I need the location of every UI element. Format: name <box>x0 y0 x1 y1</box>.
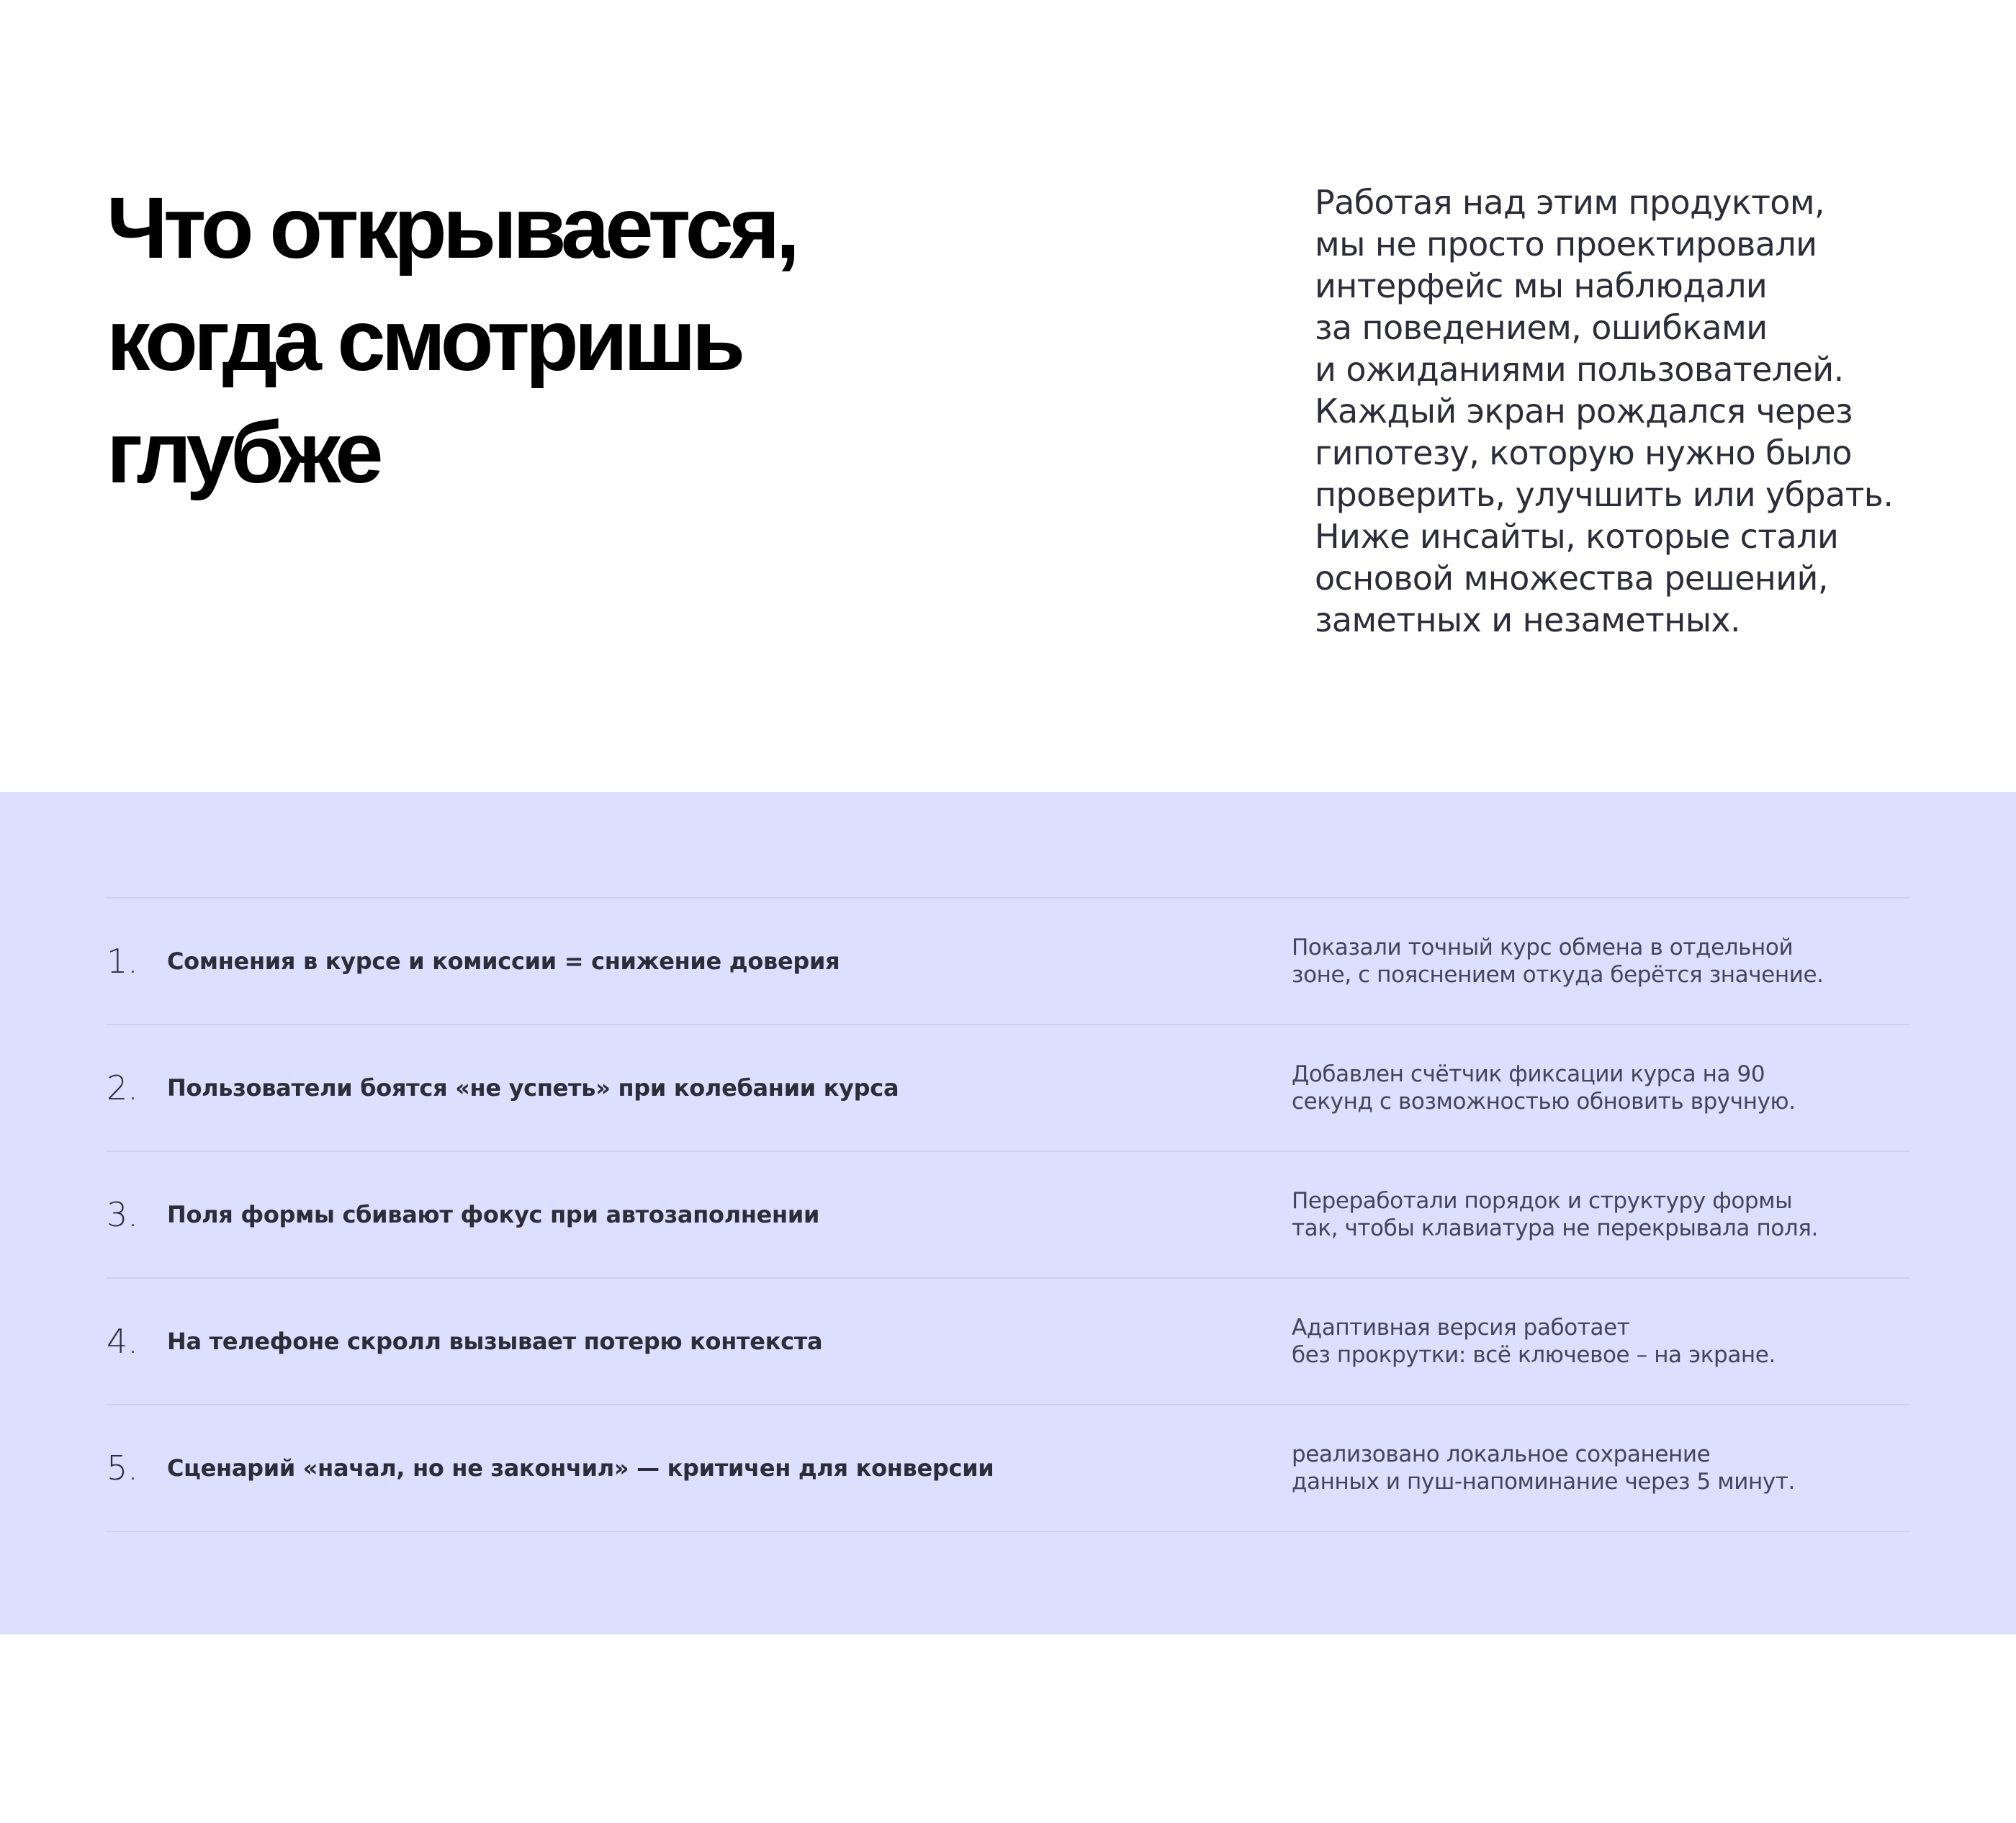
insight-description <box>1292 1441 1882 1495</box>
insight-description-line: Адаптивная версия работает <box>1292 1315 1630 1341</box>
intro-line: за поведением, ошибками <box>1315 308 1768 347</box>
intro-line: основой множества решений, <box>1315 559 1828 598</box>
insight-description-line: Переработали порядок и структуру формы <box>1292 1188 1793 1214</box>
intro-line: мы не просто проектировали <box>1315 225 1817 264</box>
hero-section <box>0 0 2016 792</box>
insight-number: 1. <box>107 942 138 981</box>
intro-line: Ниже инсайты, которые стали <box>1315 517 1839 556</box>
intro-line: и ожиданиями пользователей. <box>1315 350 1844 389</box>
intro-line: интерфейс мы наблюдали <box>1315 266 1768 305</box>
insight-row <box>107 1025 1909 1152</box>
page-title-line: Что открывается, <box>107 179 796 276</box>
insight-number: 3. <box>107 1195 138 1234</box>
insight-number: 4. <box>107 1322 138 1361</box>
intro-line: заметных и незаметных. <box>1315 600 1741 639</box>
intro-line: Работая над этим продуктом, <box>1315 183 1824 222</box>
insight-title: На телефоне скролл вызывает потерю контекста <box>167 1328 823 1355</box>
insight-description <box>1292 934 1882 989</box>
insight-description <box>1292 1187 1882 1242</box>
insight-title: Поля формы сбивают фокус при автозаполнении <box>167 1201 820 1228</box>
insight-description-line: секунд с возможностью обновить вручную. <box>1292 1089 1796 1115</box>
insight-description <box>1292 1061 1882 1115</box>
insight-number: 2. <box>107 1068 138 1107</box>
insight-description <box>1292 1314 1882 1369</box>
intro-line: проверить, улучшить или убрать. <box>1315 475 1894 514</box>
insight-title: Сценарий «начал, но не закончил» — критичен для конверсии <box>167 1454 994 1482</box>
insight-row <box>107 1279 1909 1405</box>
insight-description-line: Показали точный курс обмена в отдельной <box>1292 935 1794 960</box>
insight-description-line: реализовано локальное сохранение <box>1292 1441 1711 1467</box>
intro-line: гипотезу, которую нужно было <box>1315 433 1852 472</box>
insight-description-line: так, чтобы клавиатура не перекрывала поля. <box>1292 1215 1818 1241</box>
page-title-line: когда смотришь <box>107 291 742 389</box>
page-title <box>107 171 899 508</box>
insight-number: 5. <box>107 1449 138 1487</box>
intro-line: Каждый экран рождался через <box>1315 392 1853 431</box>
insight-title: Пользователи боятся «не успеть» при колебании курса <box>167 1074 899 1102</box>
insight-description-line: без прокрутки: всё ключевое – на экране. <box>1292 1342 1776 1368</box>
insights-section <box>0 792 2016 1634</box>
insight-description-line: Добавлен счётчик фиксации курса на 90 <box>1292 1061 1765 1087</box>
page-title-line: глубже <box>107 403 379 501</box>
insight-title: Сомнения в курсе и комиссии = снижение доверия <box>167 947 840 975</box>
insight-description-line: данных и пуш-напоминание через 5 минут. <box>1292 1469 1795 1495</box>
insight-row <box>107 899 1909 1025</box>
intro-paragraph <box>1315 181 1934 641</box>
insight-row <box>107 1405 1909 1532</box>
insight-description-line: зоне, с пояснением откуда берётся значение. <box>1292 962 1824 988</box>
insight-row <box>107 1152 1909 1279</box>
insights-list <box>107 897 1909 1532</box>
